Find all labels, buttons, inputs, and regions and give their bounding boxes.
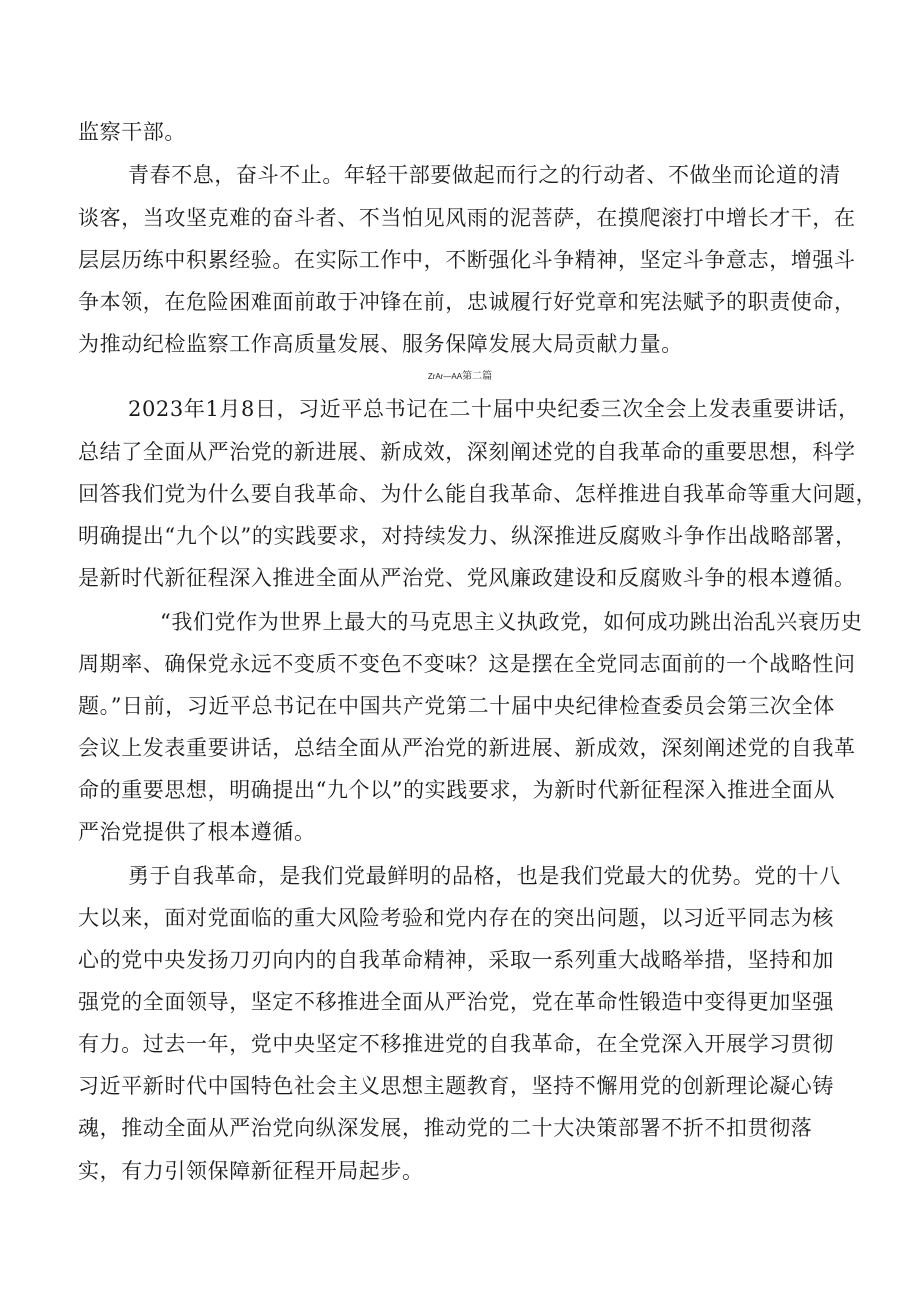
paragraph-line: 为推动纪检监察工作高质量发展、服务保障发展大局贡献力量。 (78, 332, 683, 356)
paragraph-line: 强党的全面领导，坚定不移推进全面从严治党，党在革命性锻造中变得更加坚强 (78, 990, 834, 1014)
paragraph-line: 谈客，当攻坚克难的奋斗者、不当怕见风雨的泥菩萨，在摸爬滚打中增长才干，在 (78, 206, 856, 230)
paragraph-line: “我们党作为世界上最大的马克思主义执政党，如何成功跳出治乱兴衰历史 (160, 610, 863, 634)
paragraph-line: 争本领，在危险困难面前敢于冲锋在前，忠诚履行好党章和宪法赋予的职责使命， (78, 290, 856, 314)
paragraph-line: 层层历练中积累经验。在实际工作中，不断强化斗争精神，坚定斗争意志，增强斗 (78, 248, 856, 272)
paragraph-line: 实，有力引领保障新征程开局起步。 (78, 1159, 424, 1183)
paragraph-line: 是新时代新征程深入推进全面从严治党、党风廉政建设和反腐败斗争的根本遵循。 (78, 566, 856, 590)
paragraph-line: 回答我们党为什么要自我革命、为什么能自我革命、怎样推进自我革命等重大问题， (78, 482, 878, 506)
section-heading (0, 372, 920, 382)
paragraph-line: 明确提出“九个以”的实践要求，对持续发力、纵深推进反腐败斗争作出战略部署， (78, 524, 857, 548)
paragraph-line: 心的党中央发扬刀刃向内的自我革命精神，采取一系列重大战略举措，坚持和加 (78, 948, 834, 972)
paragraph-line: 习近平新时代中国特色社会主义思想主题教育，坚持不懈用党的创新理论凝心铸 (78, 1074, 834, 1098)
paragraph-line: 命的重要思想，明确提出“九个以”的实践要求，为新时代新征程深入推进全面从 (78, 778, 836, 802)
paragraph-line: 周期率、确保党永远不变质不变色不变味？这是摆在全党同志面前的一个战略性问 (78, 652, 856, 676)
paragraph-line: 勇于自我革命，是我们党最鲜明的品格，也是我们党最大的优势。党的十八 (128, 864, 841, 888)
paragraph-line: 会议上发表重要讲话，总结全面从严治党的新进展、新成效，深刻阐述党的自我革 (78, 736, 856, 760)
paragraph-line: 监察干部。 (78, 120, 186, 144)
paragraph-line: 魂，推动全面从严治党向纵深发展，推动党的二十大决策部署不折不扣贯彻落 (78, 1116, 813, 1140)
paragraph-line: 有力。过去一年，党中央坚定不移推进党的自我革命，在全党深入开展学习贯彻 (78, 1032, 834, 1056)
paragraph-line: 严治党提供了根本遵循。 (78, 820, 316, 844)
heading-title: 第二篇 (462, 371, 493, 382)
heading-prefix: ZrAr—AA (427, 372, 463, 381)
paragraph-line: 总结了全面从严治党的新进展、新成效，深刻阐述党的自我革命的重要思想，科学 (78, 440, 856, 464)
paragraph-line: 大以来，面对党面临的重大风险考验和党内存在的突出问题，以习近平同志为核 (78, 906, 834, 930)
paragraph-line: 青春不息，奋斗不止。年轻干部要做起而行之的行动者、不做坐而论道的清 (128, 163, 841, 187)
paragraph-line: 2023年1月8日，习近平总书记在二十届中央纪委三次全会上发表重要讲话， (128, 397, 860, 421)
paragraph-line: 题。”日前，习近平总书记在中国共产党第二十届中央纪律检查委员会第三次全体 (78, 694, 835, 718)
